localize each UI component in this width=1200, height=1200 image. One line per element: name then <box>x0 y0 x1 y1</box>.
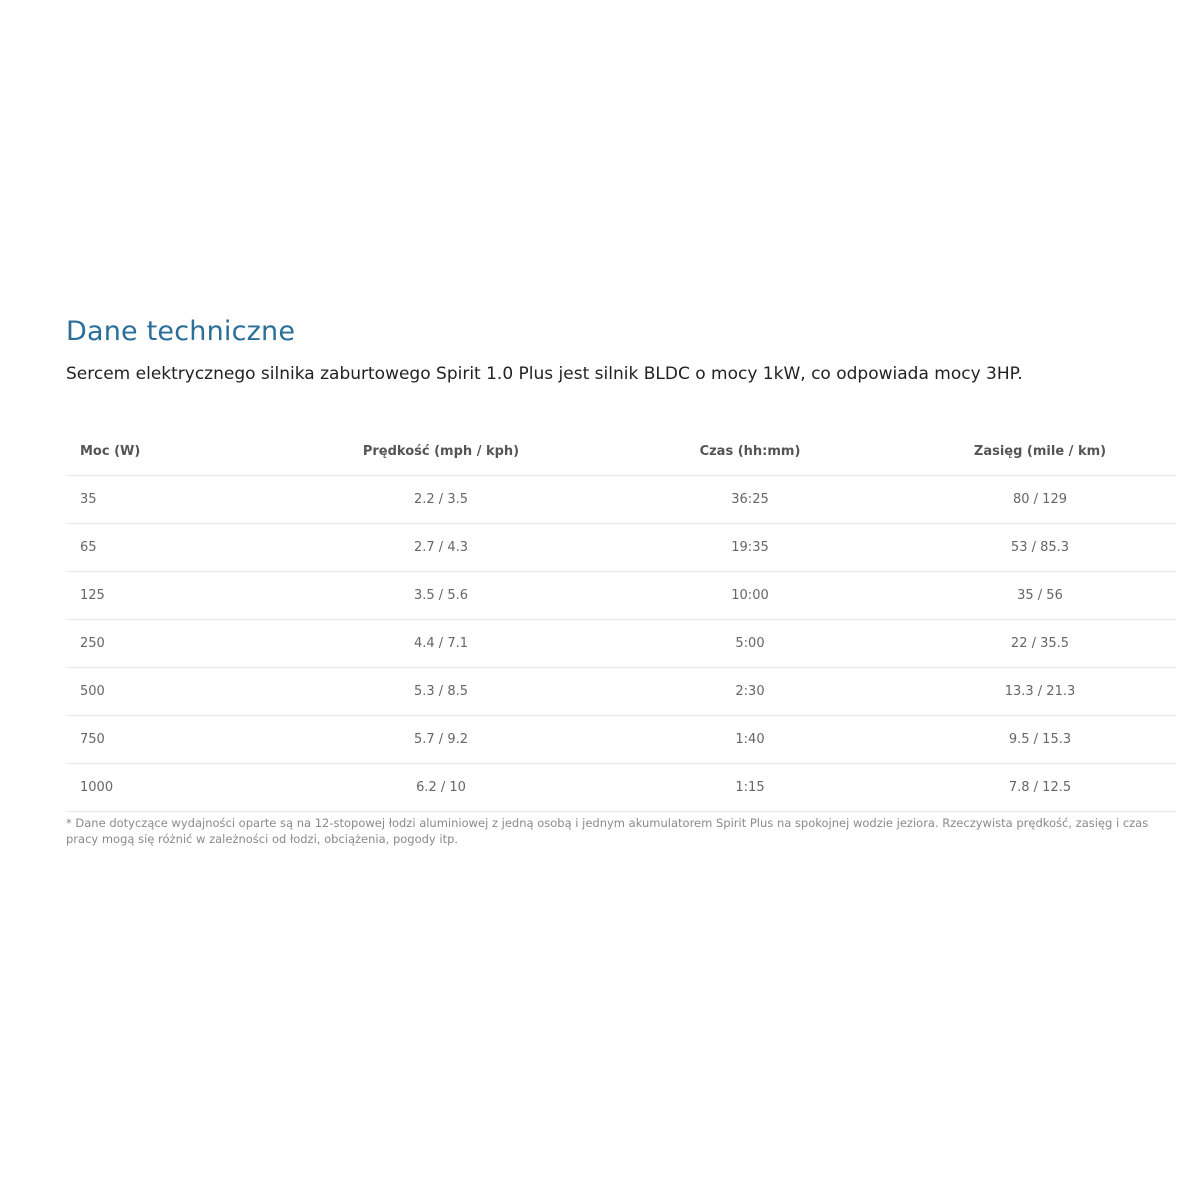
cell-speed: 6.2 / 10 <box>286 764 596 812</box>
table-row <box>66 764 1176 812</box>
cell-power: 65 <box>80 524 286 572</box>
table-row <box>66 668 1176 716</box>
cell-power: 1000 <box>80 764 286 812</box>
section-title: Dane techniczne <box>66 316 296 347</box>
cell-power: 500 <box>80 668 286 716</box>
cell-speed: 2.7 / 4.3 <box>286 524 596 572</box>
cell-time: 1:40 <box>596 716 904 764</box>
cell-time: 10:00 <box>596 572 904 620</box>
header-time: Czas (hh:mm) <box>596 428 904 476</box>
cell-speed: 5.7 / 9.2 <box>286 716 596 764</box>
cell-time: 1:15 <box>596 764 904 812</box>
cell-power: 750 <box>80 716 286 764</box>
header-range: Zasięg (mile / km) <box>904 428 1176 476</box>
cell-power: 125 <box>80 572 286 620</box>
cell-power: 35 <box>80 476 286 524</box>
cell-time: 5:00 <box>596 620 904 668</box>
cell-speed: 4.4 / 7.1 <box>286 620 596 668</box>
table-row <box>66 572 1176 620</box>
table-header-row <box>66 428 1176 476</box>
cell-range: 35 / 56 <box>904 572 1176 620</box>
performance-footnote: * Dane dotyczące wydajności oparte są na 12-stopowej łodzi aluminiowej z jedną osobą i jednym akumulatorem Spirit Plus na spokojnej wodzie jeziora. Rzeczywista prędkość, zasięg i czas pracy mogą się różnić w zależności od łodzi, obciążenia, pogody itp. <box>66 816 1149 846</box>
cell-time: 2:30 <box>596 668 904 716</box>
table-row <box>66 476 1176 524</box>
header-speed: Prędkość (mph / kph) <box>286 428 596 476</box>
cell-speed: 5.3 / 8.5 <box>286 668 596 716</box>
technical-data-section <box>66 313 1176 847</box>
spec-table <box>66 428 1176 812</box>
header-power: Moc (W) <box>80 428 286 476</box>
table-row <box>66 524 1176 572</box>
cell-speed: 2.2 / 3.5 <box>286 476 596 524</box>
section-intro: Sercem elektrycznego silnika zaburtowego Spirit 1.0 Plus jest silnik BLDC o mocy 1kW, co odpowiada mocy 3HP. <box>66 364 1023 384</box>
cell-range: 13.3 / 21.3 <box>904 668 1176 716</box>
cell-range: 7.8 / 12.5 <box>904 764 1176 812</box>
cell-power: 250 <box>80 620 286 668</box>
cell-range: 22 / 35.5 <box>904 620 1176 668</box>
table-row <box>66 620 1176 668</box>
cell-speed: 3.5 / 5.6 <box>286 572 596 620</box>
cell-time: 36:25 <box>596 476 904 524</box>
cell-time: 19:35 <box>596 524 904 572</box>
cell-range: 80 / 129 <box>904 476 1176 524</box>
cell-range: 53 / 85.3 <box>904 524 1176 572</box>
cell-range: 9.5 / 15.3 <box>904 716 1176 764</box>
table-row <box>66 716 1176 764</box>
